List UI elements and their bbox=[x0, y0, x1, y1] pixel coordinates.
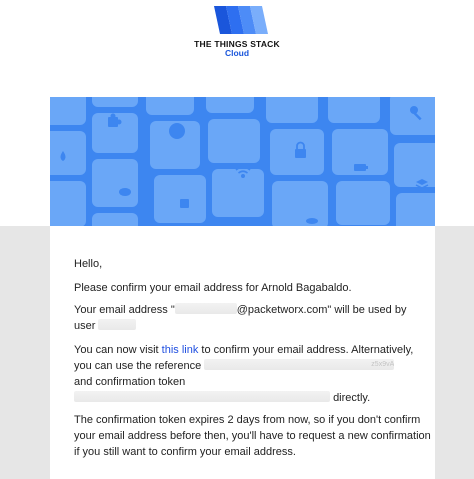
confirm-line-2 bbox=[74, 358, 419, 374]
confirm-line-4 bbox=[74, 390, 419, 406]
expiry-line-2: your email address before then, you'll have to request a new confirmation bbox=[74, 430, 431, 442]
battery-icon bbox=[354, 164, 368, 171]
confirm-line-3 bbox=[74, 374, 419, 390]
email-address-domain: @packetworx.com" will be used by bbox=[236, 304, 407, 316]
things-stack-logo-icon bbox=[212, 4, 272, 36]
confirm-link[interactable]: this link bbox=[161, 344, 199, 356]
redacted-username bbox=[98, 319, 136, 330]
email-address-paragraph bbox=[74, 302, 419, 334]
brand-name: THE THINGS STACK bbox=[194, 39, 280, 49]
reference-tail: z5x9vA bbox=[371, 361, 395, 368]
brand-header bbox=[0, 0, 474, 70]
token-label: and confirmation token bbox=[74, 376, 186, 388]
user-line bbox=[74, 318, 419, 334]
email-address-line bbox=[74, 302, 419, 318]
eye-icon bbox=[119, 188, 131, 196]
email-greeting: Hello, bbox=[74, 258, 103, 270]
directly-text: directly. bbox=[333, 392, 371, 404]
brand-subtitle: Cloud bbox=[224, 48, 250, 58]
email-intro: Please confirm your email address for Arnold Bagabaldo. bbox=[74, 282, 352, 294]
email-card bbox=[50, 226, 435, 479]
cloud-icon bbox=[306, 218, 318, 224]
expiry-line-1: The confirmation token expires 2 days from now, so if you don't confirm bbox=[74, 414, 421, 426]
confirm-line-1 bbox=[74, 342, 419, 358]
confirm-suffix: to confirm your email address. Alternatively, bbox=[198, 344, 414, 356]
redacted-token bbox=[74, 391, 330, 402]
hero-keyboard-illustration bbox=[50, 97, 435, 226]
user-label: user bbox=[74, 320, 96, 332]
redacted-email-local bbox=[175, 303, 237, 314]
hero-banner bbox=[50, 97, 435, 226]
reference-label: you can use the reference bbox=[74, 360, 202, 372]
redacted-reference bbox=[204, 359, 394, 370]
globe-icon bbox=[170, 124, 184, 138]
chip-icon bbox=[180, 199, 189, 208]
confirm-prefix: You can now visit bbox=[74, 344, 162, 356]
email-address-prefix: Your email address " bbox=[74, 304, 175, 316]
confirm-paragraph bbox=[74, 342, 419, 406]
expiry-line-3: if you still want to confirm your email address. bbox=[74, 446, 296, 458]
expiry-paragraph bbox=[74, 412, 431, 460]
